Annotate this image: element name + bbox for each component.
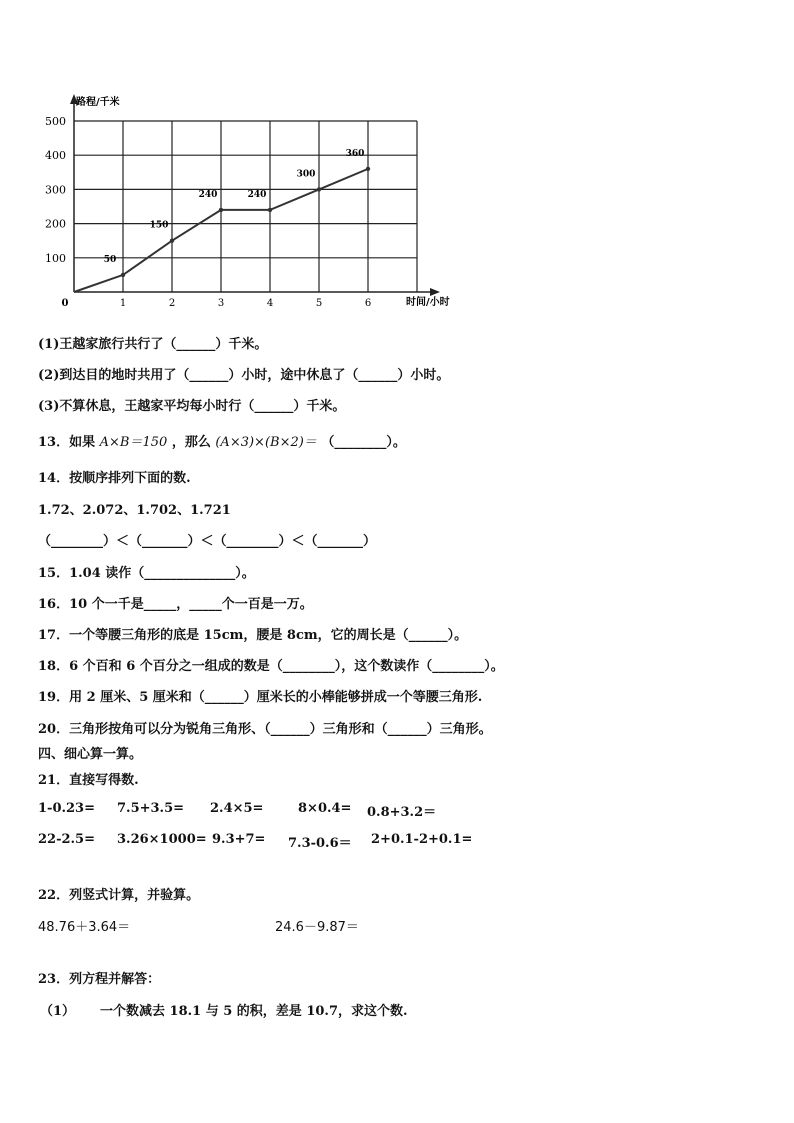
question-16: 16．10 个一千是_____，_____个一百是一万。 [38, 597, 313, 612]
x-tick-label: 2 [168, 298, 176, 309]
data-point [121, 273, 125, 277]
calc-item: 1-0.23= [38, 801, 95, 816]
question-23: 23．列方程并解答： [38, 972, 161, 987]
data-label: 240 [198, 189, 218, 200]
x-tick-label: 6 [364, 298, 372, 309]
question-13 [38, 431, 406, 450]
question-23-1: 一个数减去 18.1 与 5 的积，差是 10.7，求这个数. [100, 1004, 408, 1019]
question-22-a: 48.76＋3.64＝ [38, 920, 131, 935]
y-tick-label: 100 [45, 251, 66, 265]
data-point [170, 239, 174, 243]
calc-item: 3.26×1000= [117, 832, 207, 847]
data-point [268, 208, 272, 212]
question-13-mid: ，那么 [171, 435, 211, 450]
x-tick-label: 3 [217, 298, 225, 309]
data-label: 300 [296, 169, 316, 180]
data-point [317, 187, 321, 191]
x-tick-label: 0 [61, 298, 69, 309]
question-22-b: 24.6－9.87＝ [275, 920, 359, 935]
x-tick-label: 1 [119, 298, 127, 309]
data-label: 240 [247, 189, 267, 200]
x-axis-label: 时间/小时 [406, 297, 450, 308]
calc-item: 7.5+3.5= [117, 801, 185, 816]
calc-item: 7.3-0.6＝ [288, 836, 352, 851]
x-tick-label: 4 [266, 298, 274, 309]
distance-time-chart [30, 88, 480, 318]
question-12-2: (2)到达目的地时共用了（______）小时，途中休息了（______）小时。 [38, 368, 450, 383]
calc-item: 9.3+7= [212, 832, 266, 847]
calc-item: 22-2.5= [38, 832, 95, 847]
question-21: 21．直接写得数. [38, 773, 139, 788]
y-tick-label: 500 [45, 115, 66, 128]
y-tick-label: 200 [45, 217, 66, 231]
calc-item: 0.8+3.2＝ [367, 805, 437, 820]
data-label: 50 [103, 254, 117, 265]
calc-item: 2.4×5= [210, 801, 264, 816]
chart-grid [74, 121, 417, 292]
x-axis-arrow [430, 288, 440, 296]
question-14: 14．按顺序排列下面的数. [38, 471, 191, 486]
data-point [366, 167, 370, 171]
question-20: 20．三角形按角可以分为锐角三角形、（______）三角形和（______）三角形。 [38, 722, 492, 737]
question-13-formula2: (A×3)×(B×2)＝ [215, 435, 317, 450]
question-19: 19．用 2 厘米、5 厘米和（______）厘米长的小棒能够拼成一个等腰三角形. [38, 690, 483, 705]
calc-item: 8×0.4= [298, 801, 352, 816]
question-18: 18．6 个百和 6 个百分之一组成的数是（________），这个数读作（________）。 [38, 659, 504, 674]
question-15: 15．1.04 读作（______________）。 [38, 566, 255, 581]
y-tick-label: 300 [45, 183, 66, 197]
question-13-formula1: A×B＝150 [99, 435, 168, 450]
data-label: 150 [149, 220, 169, 231]
question-14-numbers: 1.72、2.072、1.702、1.721 [38, 503, 231, 518]
question-17: 17．一个等腰三角形的底是 15cm，腰是 8cm，它的周长是（______）。 [38, 628, 468, 643]
y-tick-label: 400 [45, 149, 66, 163]
question-22: 22．列竖式计算，并验算。 [38, 888, 200, 903]
x-tick-label: 5 [315, 298, 323, 309]
y-axis-label: 路程/千米 [76, 97, 120, 108]
chart-series [74, 149, 370, 292]
question-14-blanks: （________）＜（_______）＜（________）＜（_______） [38, 534, 377, 549]
question-23-1-number: （1） [40, 1004, 76, 1019]
section-4-heading: 四、细心算一算。 [38, 747, 143, 762]
question-12-3: (3)不算休息，王越家平均每小时行（______）千米。 [38, 399, 346, 414]
question-13-prefix: 13．如果 [38, 435, 96, 450]
question-13-suffix: （________）。 [321, 435, 406, 450]
data-point [219, 208, 223, 212]
calc-item: 2+0.1-2+0.1= [371, 832, 473, 847]
chart-ticks [45, 115, 371, 309]
data-label: 360 [345, 148, 365, 159]
question-12-1: (1)王越家旅行共行了（______）千米。 [38, 337, 268, 352]
